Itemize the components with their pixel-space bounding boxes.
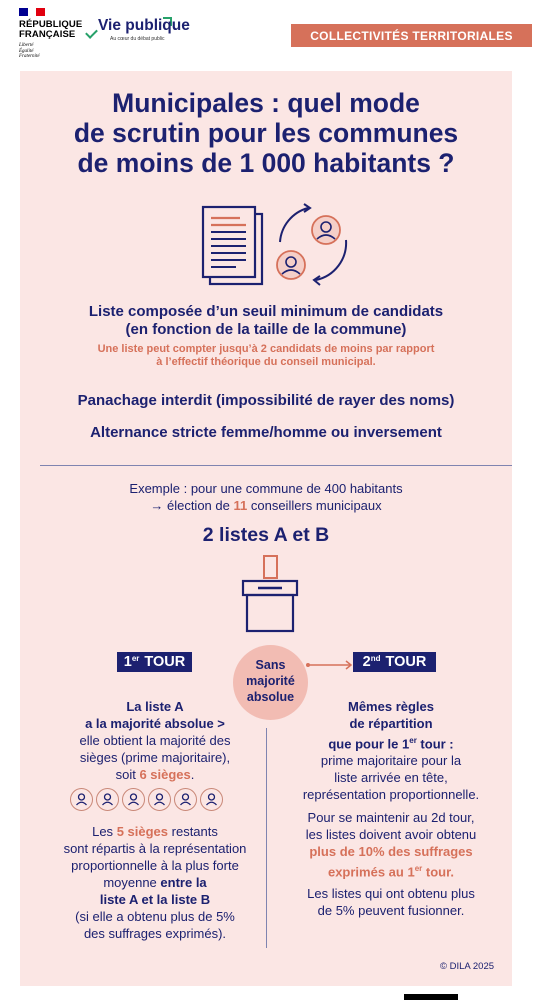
rule-alternance: Alternance stricte femme/homme ou inversement xyxy=(90,424,442,441)
tour2-text: TOUR xyxy=(385,654,427,670)
left-p2-line-6: (si elle a obtenu plus de 5% xyxy=(75,909,235,924)
tour1-ordinal: er xyxy=(131,653,140,663)
motto xyxy=(19,43,40,60)
illustration xyxy=(196,200,356,290)
right-p3-line-1: Les listes qui ont obtenu plus xyxy=(307,886,475,901)
seat-person-icon xyxy=(148,788,171,811)
rule-panachage: Panachage interdit (impossibilité de rayer des noms) xyxy=(77,392,455,409)
divider xyxy=(40,465,512,466)
copyright-credit: © DILA 2025 xyxy=(440,961,495,972)
right-line-6: représentation proportionnelle. xyxy=(302,787,480,803)
note-line-2: à l’effectif théorique du conseil municipal. xyxy=(156,356,376,368)
badge-line-1: Sans xyxy=(255,658,286,672)
right-p2-l4-suffix: tour. xyxy=(422,864,455,880)
right-p2-l4-prefix: exprimés au 1 xyxy=(327,864,415,880)
title-line-1: Municipales : quel mode xyxy=(112,88,420,118)
majority-seats: 6 sièges xyxy=(139,767,191,782)
seat-icons-row xyxy=(70,788,223,811)
tour1-number: 1 xyxy=(123,654,132,670)
right-p3-line-2: de 5% peuvent fusionner. xyxy=(317,903,465,918)
french-flag-icon xyxy=(19,8,45,16)
motto-egalite: Égalité xyxy=(19,48,34,54)
tour-2-label xyxy=(353,652,436,672)
left-p2-line-4 xyxy=(50,874,260,891)
title-line-2: de scrutin pour les communes xyxy=(73,118,459,148)
document-icon xyxy=(203,207,262,284)
left-l5-prefix: soit xyxy=(115,767,136,782)
right-l3-sup: er xyxy=(409,736,417,745)
seat-person-icon xyxy=(96,788,119,811)
candidate-icon xyxy=(277,251,305,279)
remaining-seats: 5 sièges xyxy=(116,824,169,839)
motto-fraternite: Fraternité xyxy=(19,54,40,59)
page-title xyxy=(20,88,512,178)
gov-name-line2: FRANÇAISE xyxy=(19,29,76,40)
right-p2-line-3: plus de 10% des suffrages xyxy=(309,844,473,859)
lists-label: 2 listes A et B xyxy=(202,524,330,546)
badge-line-3: absolue xyxy=(246,690,295,704)
left-line-1: La liste A xyxy=(126,699,184,714)
right-line-4: prime majoritaire pour la xyxy=(320,753,462,769)
tour-1-label xyxy=(117,652,192,672)
ballot-box-icon xyxy=(240,553,300,635)
example-prefix: → élection de xyxy=(150,498,230,513)
seat-person-icon xyxy=(200,788,223,811)
title-line-3: de moins de 1 000 habitants ? xyxy=(77,148,455,178)
seat-person-icon xyxy=(174,788,197,811)
right-p2-l4-sup: er xyxy=(414,864,423,873)
p2-l4-prefix: moyenne xyxy=(103,875,157,890)
brand-title[interactable]: Vie publique xyxy=(98,17,190,34)
rule1-line-2: (en fonction de la taille de la commune) xyxy=(125,321,407,338)
rule-note xyxy=(20,343,512,369)
seat-person-icon xyxy=(122,788,145,811)
government-logo xyxy=(19,20,82,40)
left-l5-suffix: . xyxy=(190,767,195,782)
left-p2-line-7: des suffrages exprimés). xyxy=(83,926,227,941)
footer-bar xyxy=(404,994,458,1000)
note-line-1: Une liste peut compter jusqu’à 2 candidats de moins par rapport xyxy=(97,343,435,355)
example-line-2 xyxy=(20,497,512,514)
second-round-rules xyxy=(275,698,507,803)
left-line-4: sièges (prime majoritaire), xyxy=(79,750,231,765)
merge-rule xyxy=(275,885,507,919)
left-line-3: elle obtient la majorité des xyxy=(79,733,231,748)
second-round-threshold xyxy=(275,809,507,880)
tour2-ordinal: nd xyxy=(370,653,381,663)
example-suffix: conseillers municipaux xyxy=(250,498,382,513)
left-p2-line-3: proportionnelle à la plus forte xyxy=(71,858,239,873)
p2-suffix: restants xyxy=(171,824,218,839)
rule-min-candidates xyxy=(20,303,512,339)
left-p2-line-1 xyxy=(50,823,260,840)
right-line-2: de répartition xyxy=(349,716,433,731)
arrow-right-icon xyxy=(306,655,356,675)
gov-name-line1: RÉPUBLIQUE xyxy=(19,19,83,30)
right-line-1: Mêmes règles xyxy=(348,699,434,714)
remaining-seats-info xyxy=(50,823,260,942)
tour2-number: 2 xyxy=(362,654,371,670)
councillor-count: 11 xyxy=(233,498,248,513)
badge-line-2: majorité xyxy=(246,674,295,688)
right-p2-line-4 xyxy=(275,860,507,880)
check-mark-icon xyxy=(85,26,98,39)
column-divider xyxy=(266,728,267,948)
rule1-line-1: Liste composée d’un seuil minimum de candidats xyxy=(88,303,444,320)
example-block xyxy=(20,480,512,514)
seat-person-icon xyxy=(70,788,93,811)
candidate-icon xyxy=(312,216,340,244)
right-line-5: liste arrivée en tête, xyxy=(334,770,448,786)
tour1-text: TOUR xyxy=(144,654,186,670)
motto-liberte: Liberté xyxy=(19,43,34,48)
left-p2-line-2: sont répartis à la représentation xyxy=(63,841,247,856)
p2-prefix: Les xyxy=(92,824,114,839)
right-l3-suffix: tour : xyxy=(416,736,454,752)
left-line-5 xyxy=(55,766,255,783)
right-p2-line-2: les listes doivent avoir obtenu xyxy=(305,827,477,842)
brand-subtitle: Au cœur du débat public xyxy=(110,36,165,42)
p2-l4-bold: entre la xyxy=(160,875,207,890)
example-line-1: Exemple : pour une commune de 400 habitants xyxy=(129,481,403,496)
first-round-result xyxy=(55,698,255,783)
left-line-2: a la majorité absolue > xyxy=(85,716,225,731)
category-tag[interactable]: COLLECTIVITÉS TERRITORIALES xyxy=(291,24,532,47)
right-l3-prefix: que pour le 1 xyxy=(328,736,410,752)
right-p2-line-1: Pour se maintenir au 2d tour, xyxy=(307,810,475,825)
left-p2-line-5: liste A et la liste B xyxy=(99,892,211,907)
right-line-3 xyxy=(275,732,507,752)
